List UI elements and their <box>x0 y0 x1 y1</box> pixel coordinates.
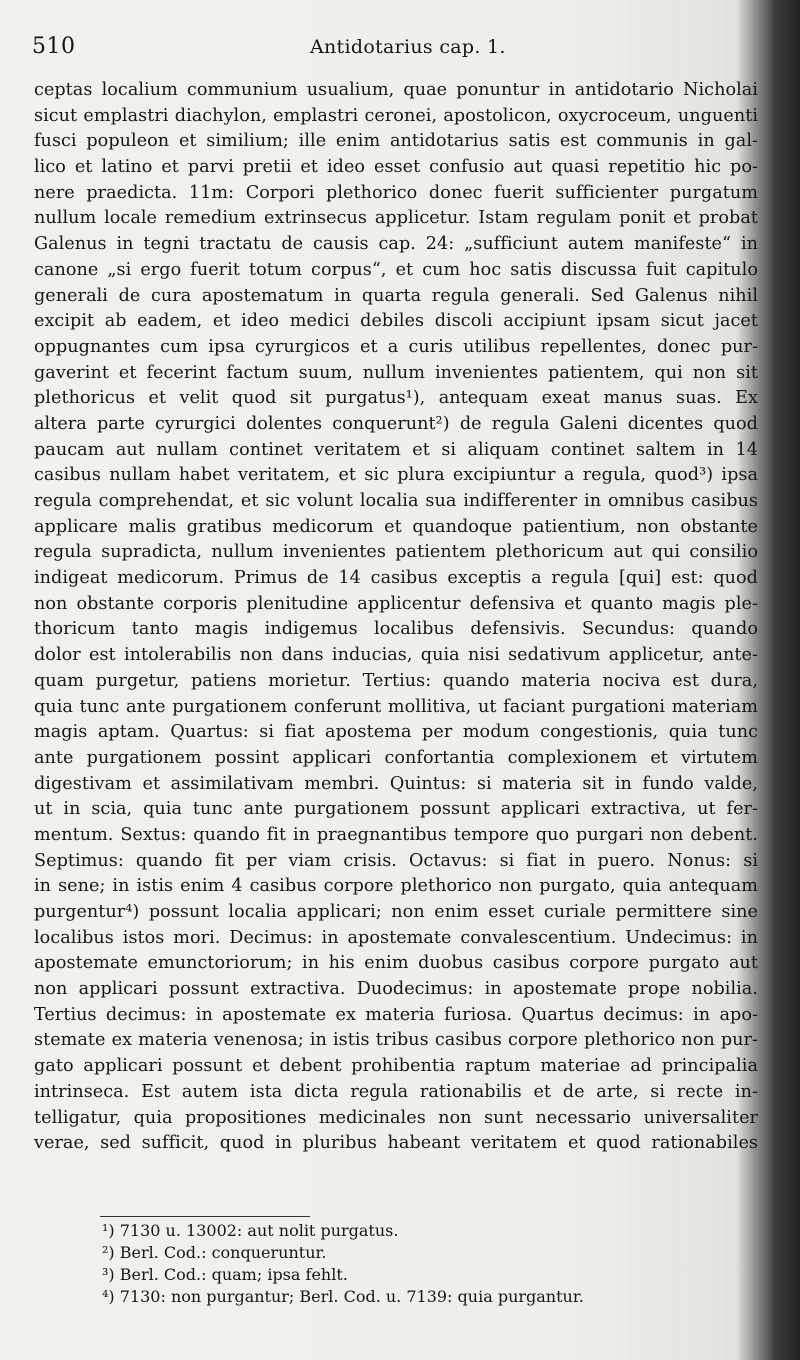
text-line: nere praedicta. 11m: Corpori plethorico donec fuerit sufficienter purgatum <box>34 182 758 203</box>
text-line: ceptas localium communium usualium, quae ponuntur in antidotario Nicholai <box>34 80 758 100</box>
footnotes <box>102 1220 722 1308</box>
text-line: sicut emplastri diachylon, emplastri ceronei, apostolicon, oxycroceum, unguenti <box>34 105 758 126</box>
text-line: non obstante corporis plenitudine applicentur defensiva et quanto magis ple- <box>34 593 758 614</box>
text-line: in sene; in istis enim 4 casibus corpore plethorico non purgato, quia antequam <box>34 876 758 897</box>
text-line: paucam aut nullam continet veritatem et si aliquam continet saltem in 14 <box>34 439 758 460</box>
text-line: applicare malis gratibus medicorum et quandoque patientium, non obstante <box>34 516 758 537</box>
text-line: quam purgetur, patiens morietur. Tertius: quando materia nociva est dura, <box>34 670 758 691</box>
text-line: ante purgationem possint applicari confortantia complexionem et virtutem <box>34 747 758 768</box>
text-line: casibus nullam habet veritatem, et sic plura excipiuntur a regula, quod³) ipsa <box>34 465 758 486</box>
text-line: digestivam et assimilativam membri. Quintus: si materia sit in fundo valde, <box>34 773 758 794</box>
text-line: telligatur, quia propositiones medicinales non sunt necessario universaliter <box>34 1107 758 1128</box>
text-line: plethoricus et velit quod sit purgatus¹), antequam exeat manus suas. Ex <box>34 388 758 409</box>
text-line: lico et latino et parvi pretii et ideo esset confusio aut quasi repetitio hic po- <box>34 157 758 178</box>
text-line: excipit ab eadem, et ideo medici debiles discoli accipiunt ipsam sicut jacet <box>34 311 758 332</box>
text-line: generali de cura apostematum in quarta regula generali. Sed Galenus nihil <box>34 285 758 306</box>
text-line: stemate ex materia venenosa; in istis tribus casibus corpore plethorico non pur- <box>34 1030 758 1051</box>
text-line: localibus istos mori. Decimus: in apostemate convalescentium. Undecimus: in <box>34 927 758 948</box>
footnote: ²) Berl. Cod.: conqueruntur. <box>102 1243 327 1262</box>
text-line: apostemate emunctoriorum; in his enim duobus casibus corpore purgato aut <box>34 953 758 974</box>
text-line: mentum. Sextus: quando fit in praegnantibus tempore quo purgari non debent. <box>34 824 758 845</box>
text-line: gato applicari possunt et debent prohibentia raptum materiae ad principalia <box>34 1056 758 1077</box>
text-line: Tertius decimus: in apostemate ex materia furiosa. Quartus decimus: in apo- <box>34 1004 758 1025</box>
text-line: non applicari possunt extractiva. Duodecimus: in apostemate prope nobilia. <box>34 979 758 1000</box>
running-title: Antidotarius cap. 1. <box>310 36 506 58</box>
text-line: indigeat medicorum. Primus de 14 casibus exceptis a regula [qui] est: quod <box>34 568 758 589</box>
page-header <box>32 34 752 64</box>
text-line: intrinseca. Est autem ista dicta regula rationabilis et de arte, si recte in- <box>34 1081 758 1102</box>
footnote: ⁴) 7130: non purgantur; Berl. Cod. u. 7139: quia purgantur. <box>102 1287 584 1306</box>
footnote-rule <box>100 1216 310 1217</box>
text-line: regula supradicta, nullum invenientes patientem plethoricum aut qui consilio <box>34 542 758 563</box>
text-line: canone „si ergo fuerit totum corpus“, et cum hoc satis discussa fuit capitulo <box>34 259 758 280</box>
footnote: ³) Berl. Cod.: quam; ipsa fehlt. <box>102 1265 348 1284</box>
page-number: 510 <box>32 34 76 59</box>
text-line: regula comprehendat, et sic volunt localia sua indifferenter in omnibus casibus <box>34 491 758 511</box>
text-line: Galenus in tegni tractatu de causis cap. 24: „sufficiunt autem manifeste“ in <box>34 234 758 255</box>
text-line: thoricum tanto magis indigemus localibus defensivis. Secundus: quando <box>34 619 758 640</box>
footnote: ¹) 7130 u. 13002: aut nolit purgatus. <box>102 1221 399 1240</box>
text-line: nullum locale remedium extrinsecus applicetur. Istam regulam ponit et probat <box>34 208 758 229</box>
text-line: ut in scia, quia tunc ante purgationem possunt applicari extractiva, ut fer- <box>34 799 758 820</box>
text-line: verae, sed sufficit, quod in pluribus habeant veritatem et quod rationabiles <box>34 1133 758 1154</box>
text-line: purgentur⁴) possunt localia applicari; non enim esset curiale permittere sine <box>34 902 758 922</box>
text-line: fusci populeon et similium; ille enim antidotarius satis est communis in gal- <box>34 131 758 152</box>
text-line: altera parte cyrurgici dolentes conquerunt²) de regula Galeni dicentes quod <box>34 413 758 434</box>
text-line: quia tunc ante purgationem conferunt mollitiva, ut faciant purgationi materiam <box>34 696 758 717</box>
text-line: gaverint et fecerint factum suum, nullum invenientes patientem, qui non sit <box>34 362 758 383</box>
text-line: dolor est intolerabilis non dans inducias, quia nisi sedativum applicetur, ante- <box>34 645 758 666</box>
text-line: magis aptam. Quartus: si fiat apostema per modum congestionis, quia tunc <box>34 722 758 743</box>
text-line: Septimus: quando fit per viam crisis. Octavus: si fiat in puero. Nonus: si <box>34 850 758 871</box>
text-line: oppugnantes cum ipsa cyrurgicos et a curis utilibus repellentes, donec pur- <box>34 336 758 357</box>
body-text <box>34 78 758 1157</box>
